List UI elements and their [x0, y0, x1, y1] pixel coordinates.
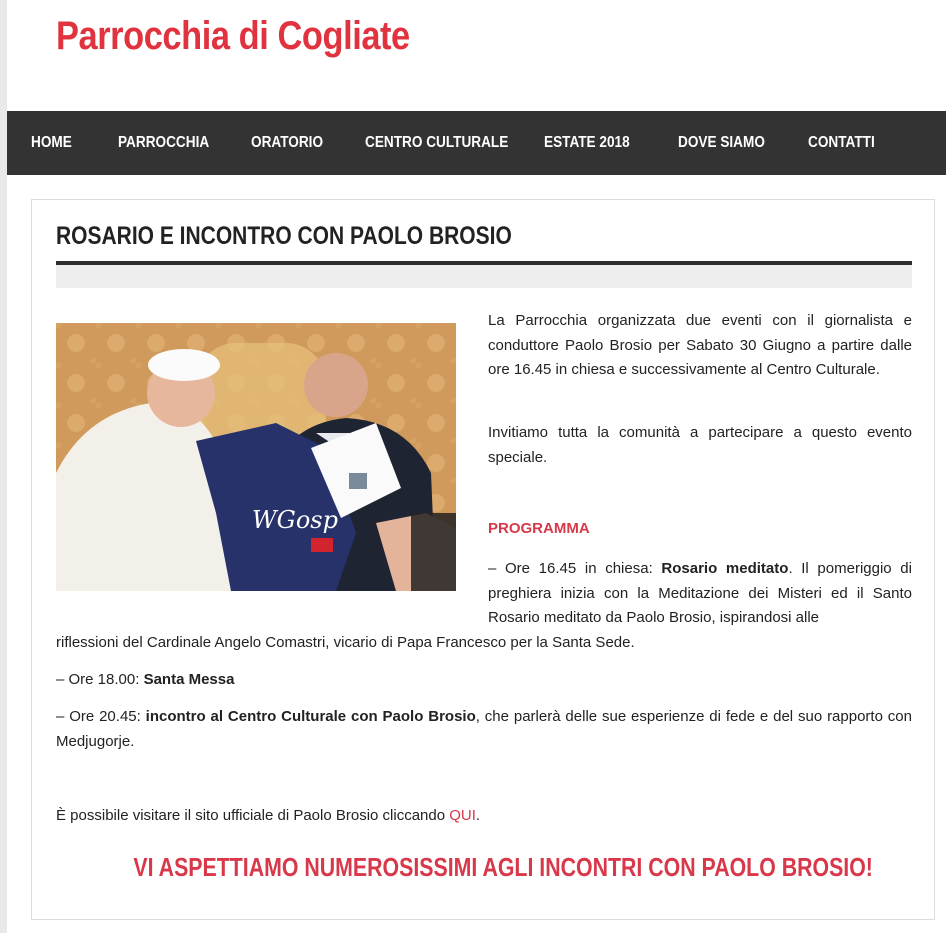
- site-link-paragraph: [56, 804, 912, 829]
- program-item-2: [56, 668, 912, 693]
- page-left-edge: [0, 0, 7, 933]
- program-item-3-title: incontro al Centro Culturale con Paolo Brosio: [145, 708, 476, 725]
- program-item-2-time: – Ore 18.00:: [56, 671, 144, 688]
- nav-home[interactable]: HOME: [31, 134, 72, 151]
- nav-contatti[interactable]: CONTATTI: [808, 134, 875, 151]
- nav-dove-siamo[interactable]: DOVE SIAMO: [678, 134, 765, 151]
- nav-oratorio[interactable]: ORATORIO: [251, 134, 324, 151]
- nav-estate-2018[interactable]: ESTATE 2018: [544, 134, 630, 151]
- nav-parrocchia[interactable]: PARROCCHIA: [118, 134, 210, 151]
- invite-paragraph: Invitiamo tutta la comunità a partecipare a questo evento speciale.: [488, 424, 912, 466]
- post-photo: [56, 323, 456, 591]
- main-nav: [7, 111, 946, 175]
- intro-paragraph: La Parrocchia organizzata due eventi con il giornalista e conduttore Paolo Brosio per Sabato 30 Giugno a partire dalle ore 16.45 in chiesa e successivamente al Centro Culturale.: [488, 312, 912, 378]
- qui-link[interactable]: QUI: [449, 807, 476, 824]
- svg-text:WGosp: WGosp: [252, 506, 338, 534]
- site-title[interactable]: Parrocchia di Cogliate: [56, 14, 410, 58]
- program-item-1-time: – Ore 16.45 in chiesa:: [488, 560, 662, 577]
- program-item-3-desc: , che parlerà delle sue esperienze di fede e del suo rapporto con Medjugorje.: [56, 708, 912, 750]
- post-title: ROSARIO E INCONTRO CON PAOLO BROSIO: [56, 222, 512, 250]
- programma-heading: PROGRAMMA: [488, 520, 590, 537]
- program-item-1: [488, 557, 912, 631]
- title-band: [56, 265, 912, 288]
- program-item-1-title: Rosario meditato: [661, 560, 789, 577]
- program-item-1-desc: . Il pomeriggio di preghiera inizia con la Meditazione dei Misteri ed il Santo Rosario meditato da Paolo Brosio, ispirandosi alle: [488, 560, 912, 626]
- program-item-2-title: Santa Messa: [143, 671, 235, 688]
- program-item-3-time: – Ore 20.45:: [56, 708, 146, 725]
- nav-centro-culturale[interactable]: CENTRO CULTURALE: [365, 134, 509, 151]
- site-link-suffix: .: [475, 807, 481, 824]
- program-item-3: [56, 705, 912, 754]
- program-item-1-continued: riflessioni del Cardinale Angelo Comastri, vicario di Papa Francesco per la Santa Sede.: [56, 634, 635, 651]
- site-link-text: È possibile visitare il sito ufficiale di Paolo Brosio cliccando: [56, 807, 450, 824]
- closing-message: VI ASPETTIAMO NUMEROSISSIMI AGLI INCONTRI CON PAOLO BROSIO!: [133, 852, 873, 882]
